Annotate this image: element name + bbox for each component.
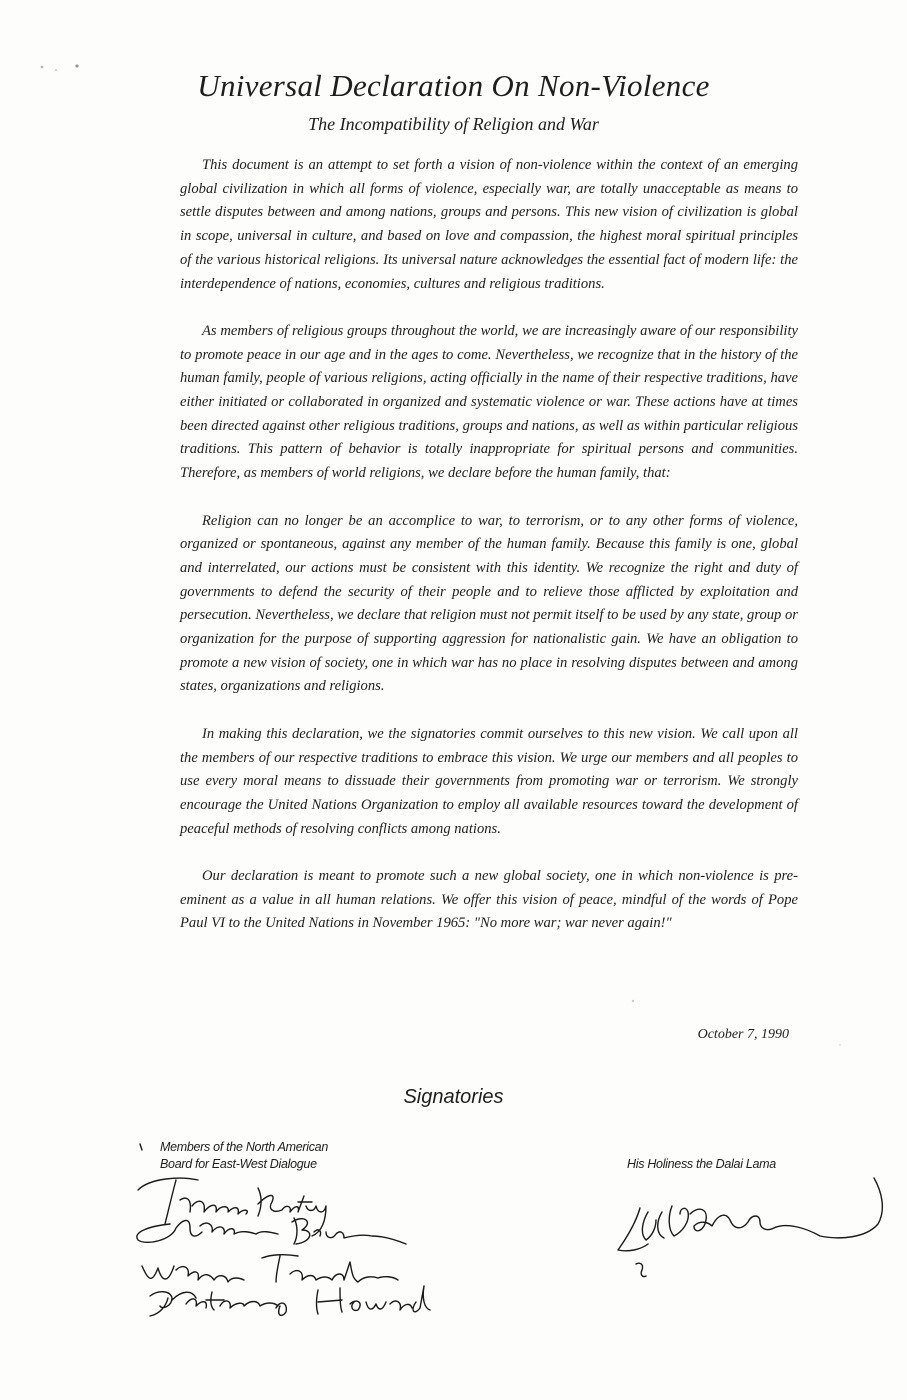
paragraph-2: As members of religious groups throughout the world, we are increasingly aware of our responsibility to promote peace in our age and in the ages to come. Nevertheless, we recognize that in the history of the human family, people of various religions, acting officially in the name of their respective traditions, have either initiated or collaborated in organized and systematic violence or war. These actions have at times been directed against other religious traditions, groups and nations, as well as within particular religious traditions. This pattern of behavior is totally inappropriate for spiritual persons and communities. Therefore, as members of world religions, we declare before the human family, that: [180,322,798,482]
board-label-line-1: Members of the North American [160,1140,328,1154]
paragraph-1: This document is an attempt to set forth a vision of non-violence within the context of an emerging global civilization in which all forms of violence, especially war, are totally unacceptable as means to settle disputes between and among nations, groups and persons. This new vision of civilization is global in scope, universal in culture, and based on love and compassion, the highest moral spiritual principles of the various historical religions. Its universal nature acknowledges the essential fact of modern life: the interdependence of nations, economies, cultures and religious traditions. [180,157,798,292]
declaration-date: October 7, 1990 [697,1027,789,1042]
document-subtitle: The Incompatibility of Religion and War [308,114,599,134]
paragraph-4: In making this declaration, we the signatories commit ourselves to this new vision. We call upon all the members of our respective traditions to embrace this vision. We urge our members and all peoples to use every moral means to dissuade their governments from promoting war or terrorism. We strongly encourage the United Nations Organization to employ all available resources toward the development of peaceful methods of resolving conflicts among nations. [180,725,798,837]
dalai-lama-label: His Holiness the Dalai Lama [627,1157,776,1171]
paragraph-5: Our declaration is meant to promote such a new global society, one in which non-violence is pre-eminent as a value in all human relations. We offer this vision of peace, mindful of the words of Pope Paul VI to the United Nations in November 1965: "No more war; war never again!" [180,868,798,932]
board-label-line-2: Board for East-West Dialogue [160,1157,317,1171]
document-title: Universal Declaration On Non-Violence [197,68,710,103]
signatories-heading: Signatories [403,1086,504,1108]
paragraph-3: Religion can no longer be an accomplice to war, to terrorism, or to any other forms of violence, organized or spontaneous, against any member of the human family. Because this family is one, global and interrelated, our actions must be consistent with this identity. We recognize the right and duty of governments to defend the security of their people and to relieve those afflicted by exploitation and persecution. Nevertheless, we declare that religion must not permit itself to be used by any state, group or organization for the purpose of supporting aggression for nationalistic gain. We have an obligation to promote a new vision of society, one in which war has no place in resolving disputes between and among states, organizations and religions. [180,512,798,695]
